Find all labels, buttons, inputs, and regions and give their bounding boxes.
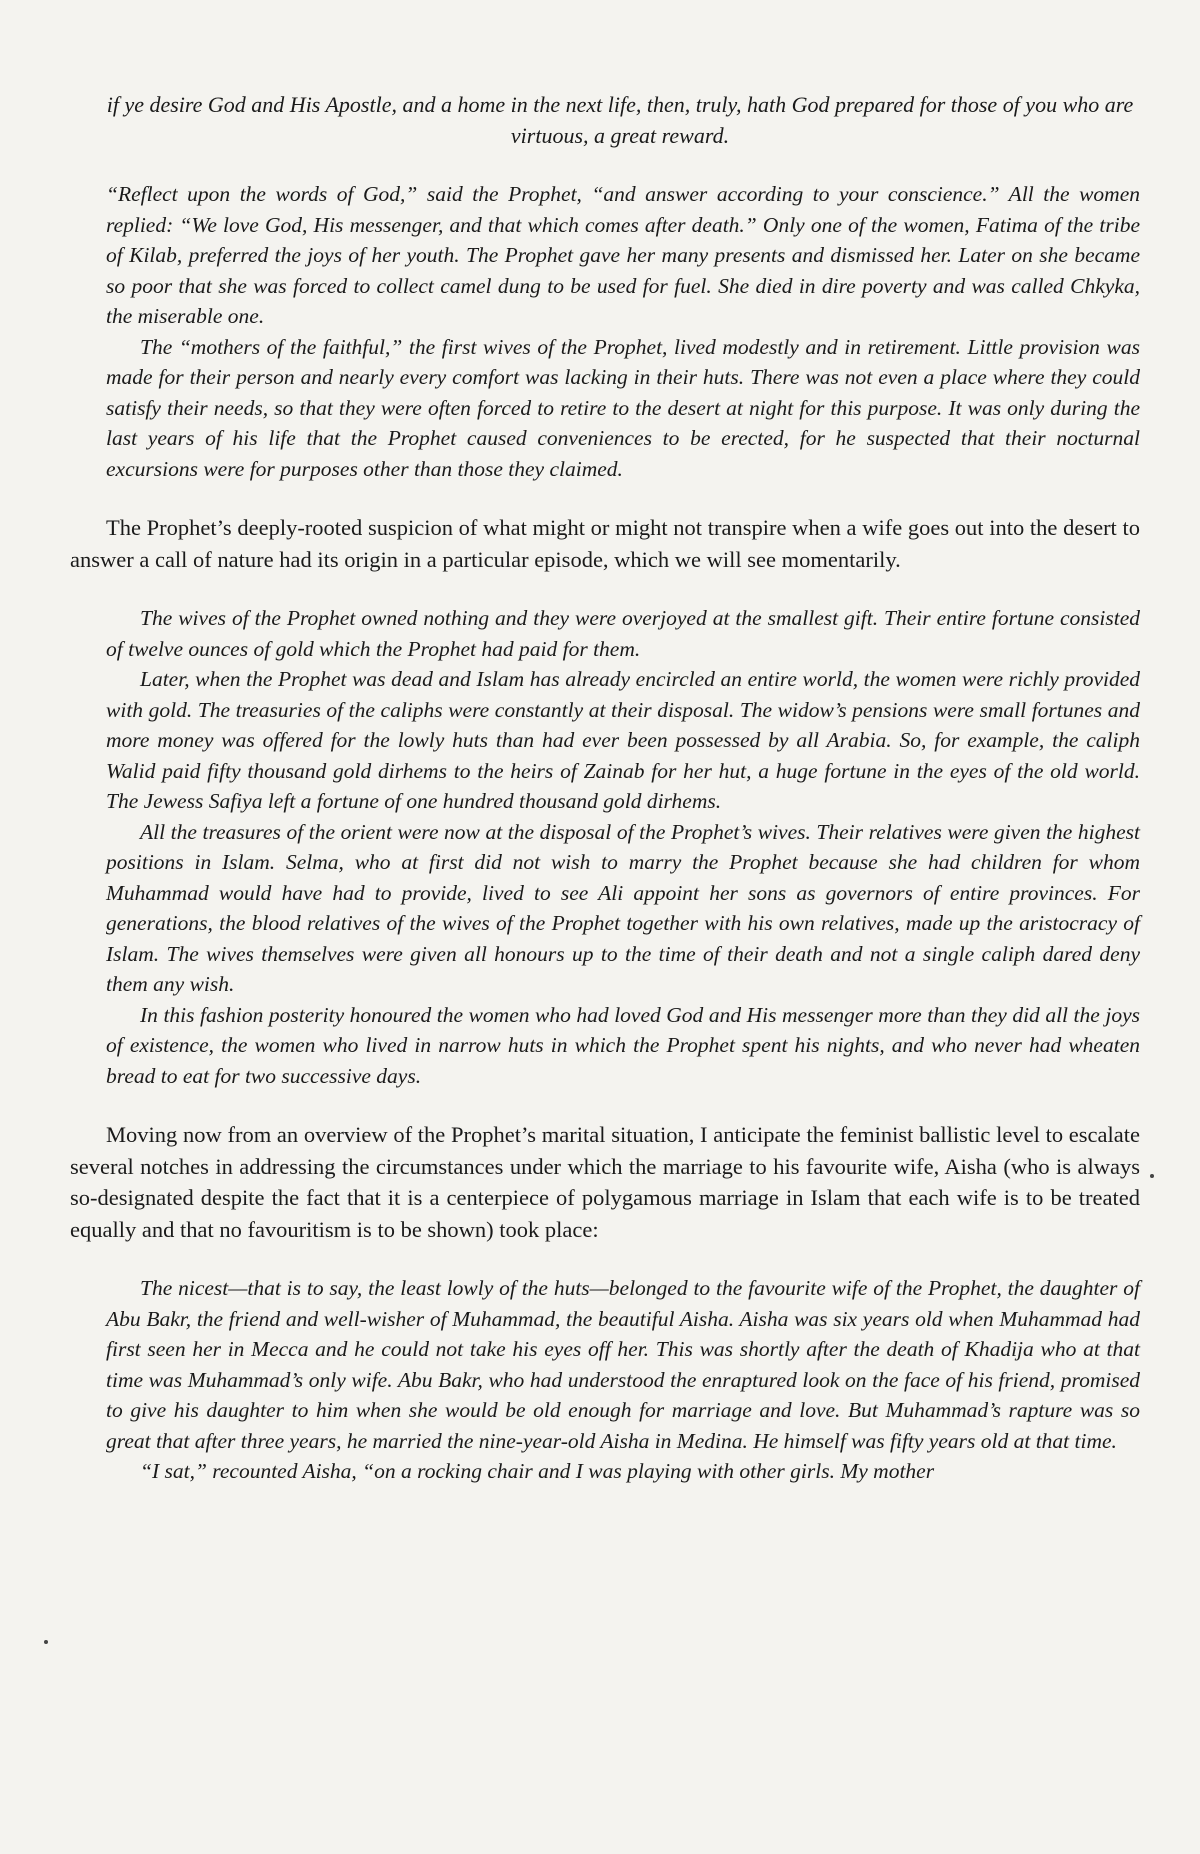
quote-paragraph: All the treasures of the orient were now at the disposal of the Prophet’s wives. Their relatives were given the highest positions in Islam. Selma, who at first did not wish to marry the Prophet because she had children for whom Muhammad would have had to provide, lived to see Ali appoint her sons as governors of entire provinces. For generations, the blood relatives of the wives of the Prophet together with his own relatives, made up the aristocracy of Islam. The wives themselves were given all honours up to the time of their death and not a single caliph dared deny them any wish. (106, 819, 1140, 996)
quote-paragraph: The “mothers of the faithful,” the first wives of the Prophet, lived modestly and in retirement. Little provision was made for their person and nearly every comfort was lacking in their huts. There was not even a place where they could satisfy their needs, so that they were often forced to retire to the desert at night for this purpose. It was only during the last years of his life that the Prophet caused conveniences to be erected, for he suspected that their nocturnal excursions were for purposes other than those they claimed. (106, 334, 1140, 481)
scan-speck (44, 1640, 48, 1644)
verse-quote: if ye desire God and His Apostle, and a home in the next life, then, truly, hath God prepared for those of you who are virtuous, a great reward. (106, 92, 1134, 148)
block-quote-aisha (106, 1273, 1140, 1487)
scan-speck (1150, 1174, 1154, 1178)
quote-paragraph: In this fashion posterity honoured the women who had loved God and His messenger more than they did all the joys of existence, the women who lived in narrow huts in which the Prophet spent his nights, and who never had wheaten bread to eat for two successive days. (106, 1002, 1140, 1088)
quote-paragraph: Later, when the Prophet was dead and Islam has already encircled an entire world, the women were richly provided with gold. The treasuries of the caliphs were constantly at their disposal. The widow’s pensions were small fortunes and more money was offered for the lowly huts than had ever been possessed by all Arabia. So, for example, the caliph Walid paid fifty thousand gold dirhems to the heirs of Zainab for her hut, a huge fortune in the eyes of the old world. The Jewess Safiya left a fortune of one hundred thousand gold dirhems. (106, 667, 1140, 813)
block-quote-wives (106, 603, 1140, 1091)
body-paragraph-suspicion: The Prophet’s deeply-rooted suspicion of what might or might not transpire when a wife goes out into the desert to answer a call of nature had its origin in a particular episode, which we will see momentarily. (70, 515, 1140, 572)
quote-paragraph: “Reflect upon the words of God,” said the Prophet, “and answer according to your conscience.” All the women replied: “We love God, His messenger, and that which comes after death.” Only one of the women, Fatima of the tribe of Kilab, preferred the joys of her youth. The Prophet gave her many presents and dismissed her. Later on she became so poor that she was forced to collect camel dung to be used for fuel. She died in dire poverty and was called Chkyka, the miserable one. (106, 182, 1140, 328)
quote-paragraph: The nicest—that is to say, the least lowly of the huts—belonged to the favourite wife of the Prophet, the daughter of Abu Bakr, the friend and well-wisher of Muhammad, the beautiful Aisha. Aisha was six years old when Muhammad had first seen her in Mecca and he could not take his eyes off her. This was shortly after the death of Khadija who at that time was Muhammad’s only wife. Abu Bakr, who had understood the enraptured look on the face of his friend, promised to give his daughter to him when she would be old enough for marriage and love. But Muhammad’s rapture was so great that after three years, he married the nine-year-old Aisha in Medina. He himself was fifty years old at that time. (106, 1276, 1140, 1453)
quote-paragraph: “I sat,” recounted Aisha, “on a rocking chair and I was playing with other girls. My mother (140, 1459, 935, 1483)
body-paragraph-aisha-intro: Moving now from an overview of the Prophet’s marital situation, I anticipate the feminist ballistic level to escalate several notches in addressing the circumstances under which the marriage to his favourite wife, Aisha (who is always so-designated despite the fact that it is a centerpiece of polygamous marriage in Islam that each wife is to be treated equally and that no favouritism is to be shown) took place: (70, 1122, 1140, 1242)
quote-paragraph: The wives of the Prophet owned nothing and they were overjoyed at the smallest gift. Their entire fortune consisted of twelve ounces of gold which the Prophet had paid for them. (106, 606, 1140, 661)
block-quote-reflect (106, 179, 1140, 484)
